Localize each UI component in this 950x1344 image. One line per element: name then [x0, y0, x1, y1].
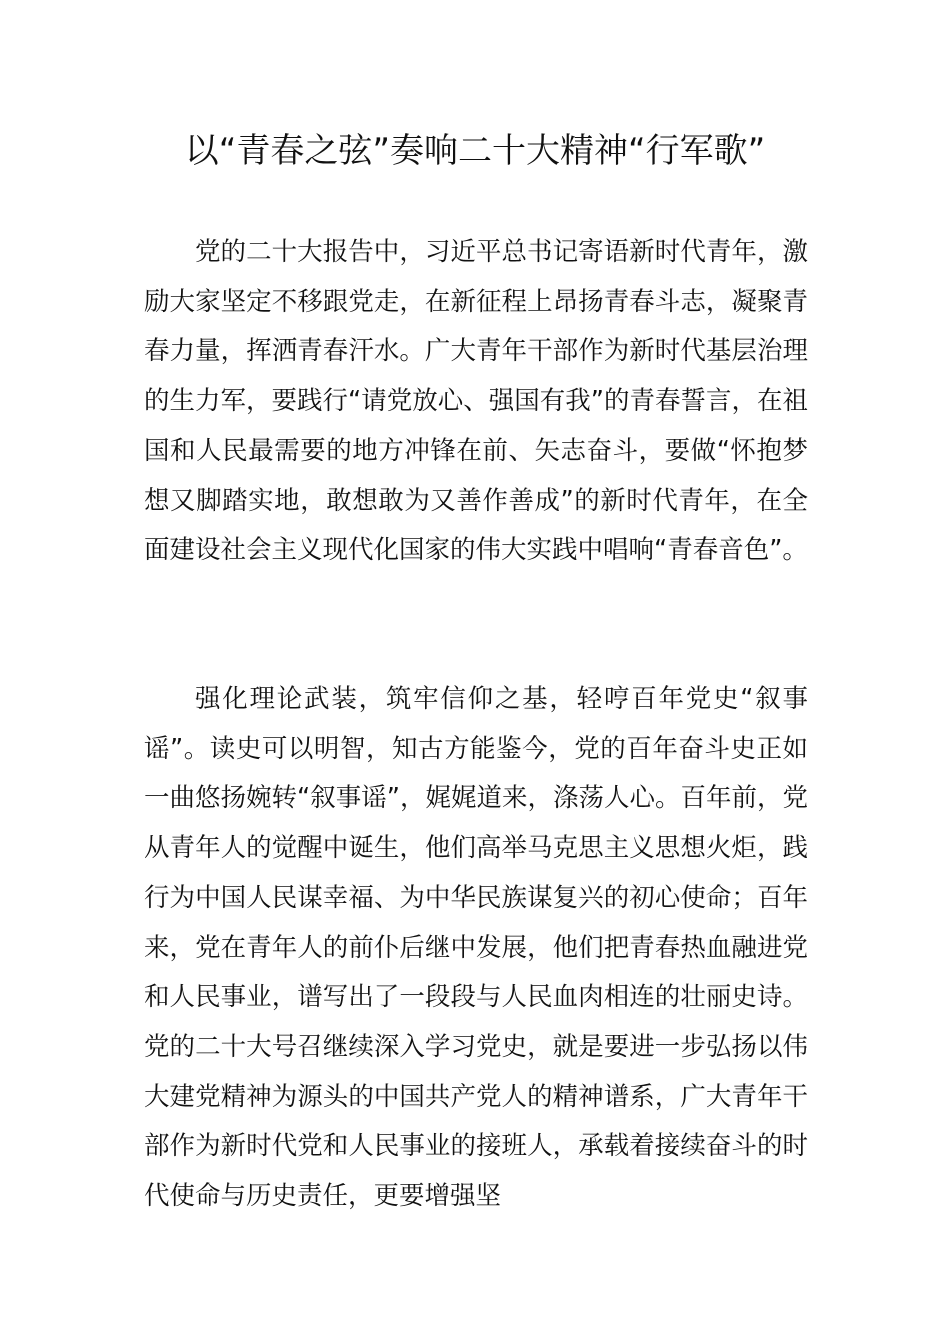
paragraph-2: 强化理论武装，筑牢信仰之基，轻哼百年党史“叙事谣”。读史可以明智，知古方能鉴今，党的百年奋斗史正如一曲悠扬婉转“叙事谣”，娓娓道来，涤荡人心。百年前，党从青年人的觉醒中诞生，他们高举马克思主义思想火炬，践行为中国人民谋幸福、为中华民族谋复兴的初心使命；百年来，党在青年人的前仆后继中发展，他们把青春热血融进党和人民事业，谱写出了一段段与人民血肉相连的壮丽史诗。党的二十大号召继续深入学习党史，就是要进一步弘扬以伟大建党精神为源头的中国共产党人的精神谱系，广大青年干部作为新时代党和人民事业的接班人，承载着接续奋斗的时代使命与历史责任，更要增强坚	[144, 684, 808, 1212]
paragraph-1: 党的二十大报告中，习近平总书记寄语新时代青年，激励大家坚定不移跟党走，在新征程上昂扬青春斗志，凝聚青春力量，挥洒青春汗水。广大青年干部作为新时代基层治理的生力军，要践行“请党放心、强国有我”的青春誓言，在祖国和人民最需要的地方冲锋在前、矢志奋斗，要做“怀抱梦想又脚踏实地，敢想敢为又善作善成”的新时代青年，在全面建设社会主义现代化国家的伟大实践中唱响“青春音色”。	[144, 237, 808, 566]
document-title: 以“青春之弦”奏响二十大精神“行军歌”	[184, 131, 766, 171]
